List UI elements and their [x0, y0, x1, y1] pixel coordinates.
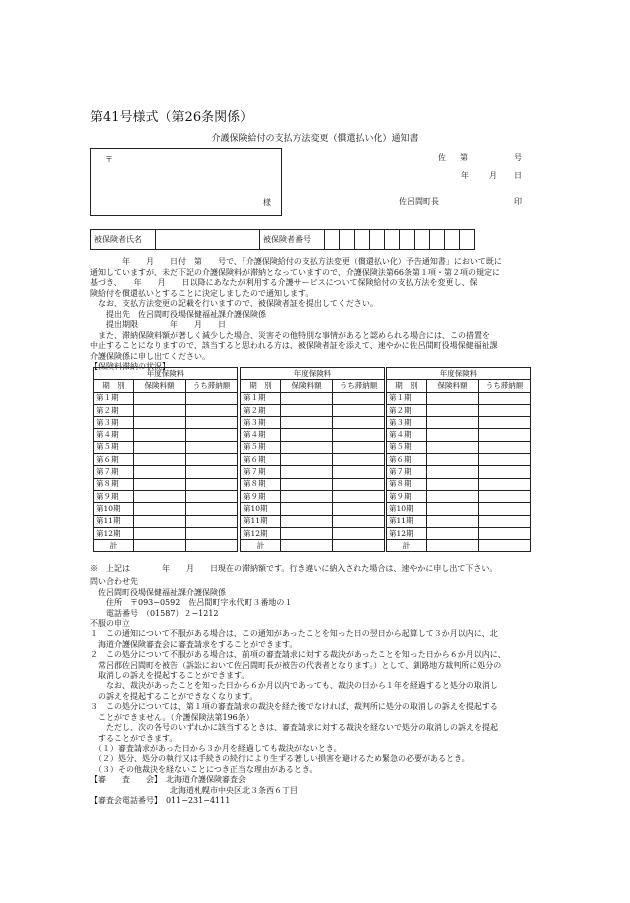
table-row [387, 404, 531, 416]
insured-number-label: 被保険者番号 [260, 230, 325, 250]
body-line: 介護保険係に申し出てください。 [90, 351, 210, 361]
year-header: 年度保険料 [94, 368, 238, 380]
premium-amount [427, 392, 479, 404]
arrears-grid [93, 367, 238, 552]
arrears-amount [479, 490, 531, 502]
insured-number-cell [340, 230, 355, 250]
total-premium [134, 540, 186, 552]
premium-amount [281, 503, 333, 515]
arrears-heading: 【保険料滞納の状況】 [90, 362, 170, 371]
body-line: 基づき、 年 月 日以降にあなたが利用する介護サービスについて保険給付の支払方法を変更し、保 [90, 278, 478, 287]
premium-amount [427, 490, 479, 502]
premium-amount [281, 454, 333, 466]
total-premium [281, 540, 333, 552]
period-label: 第６期 [94, 454, 134, 466]
premium-amount [427, 515, 479, 527]
premium-amount [281, 404, 333, 416]
table-row [241, 441, 385, 453]
footer-line: なお、裁決があったことを知った日から６か月以内であっても、裁決の日から１年を経過すると処分の取消し [90, 681, 498, 691]
doc-month: 月 [489, 171, 497, 180]
footer-line: 海道介護保険審査会に審査請求をすることができます。 [90, 639, 298, 649]
period-label: 第７期 [387, 466, 427, 478]
insured-name-value [156, 230, 260, 250]
col-premium: 保険料額 [134, 380, 186, 392]
total-arrears [333, 540, 385, 552]
footer-line: ※ 上記は 年 月 日現在の滞納額です。行き違いに納入された場合は、速やかに申し出て下さい。 [90, 564, 498, 573]
period-label: 第３期 [387, 417, 427, 429]
arrears-table-1 [93, 367, 238, 552]
insured-number-cell [355, 230, 370, 250]
arrears-amount [479, 441, 531, 453]
table-row [94, 454, 238, 466]
table-row [94, 503, 238, 515]
table-row [387, 527, 531, 539]
period-label: 第７期 [241, 466, 281, 478]
table-row [241, 454, 385, 466]
arrears-amount [479, 404, 531, 416]
premium-amount [134, 527, 186, 539]
period-label: 第５期 [94, 441, 134, 453]
doc-number-mid: 第 [460, 153, 468, 162]
period-label: 第10期 [387, 503, 427, 515]
table-row [241, 527, 385, 539]
premium-amount [134, 417, 186, 429]
premium-amount [134, 404, 186, 416]
premium-amount [281, 417, 333, 429]
period-label: 第９期 [94, 490, 134, 502]
arrears-amount [333, 527, 385, 539]
footer-line: １ この通知について不服がある場合は、この通知があったことを知った日の翌日から起算して３か月以内に、北 [90, 629, 498, 639]
period-label: 第８期 [241, 478, 281, 490]
table-row [241, 392, 385, 404]
footer-line: 住所 〒093−0592 佐呂間町字永代町３番地の１ [90, 598, 293, 608]
period-label: 第９期 [241, 490, 281, 502]
period-label: 第12期 [94, 527, 134, 539]
insured-number-cell [385, 230, 400, 250]
footer-line: 電話番号 （01587）２−1212 [90, 608, 219, 618]
table-row [241, 466, 385, 478]
period-label: 第１期 [241, 392, 281, 404]
col-period: 期 別 [241, 380, 281, 392]
insured-number-cell [430, 230, 445, 250]
footer-line: 取消しの訴えを提起することができます。 [90, 671, 250, 681]
arrears-amount [186, 515, 238, 527]
period-label: 第２期 [94, 404, 134, 416]
table-row [94, 515, 238, 527]
table-row [94, 429, 238, 441]
footer-line: （２）処分、処分の執行又は手続きの続行により生ずる著しい損害を避けるため緊急の必要があるとき。 [90, 754, 470, 764]
premium-amount [134, 503, 186, 515]
body-line: 中止することになりますので、該当すると思われる方は、被保険者証を添えて、速やかに佐呂間町役場保健福祉課 [90, 341, 498, 350]
arrears-amount [479, 503, 531, 515]
arrears-amount [186, 478, 238, 490]
premium-amount [281, 490, 333, 502]
table-row [387, 503, 531, 515]
arrears-amount [186, 503, 238, 515]
period-label: 第４期 [94, 429, 134, 441]
arrears-amount [186, 417, 238, 429]
period-label: 第12期 [241, 527, 281, 539]
insured-number-cell [400, 230, 415, 250]
review-board-phone: 【審査会電話番号】 011−231−4111 [90, 795, 231, 805]
period-label: 第６期 [387, 454, 427, 466]
arrears-amount [186, 466, 238, 478]
arrears-table-2 [240, 367, 385, 552]
footer-line: することができます。 [90, 733, 178, 743]
premium-amount [427, 404, 479, 416]
arrears-amount [479, 527, 531, 539]
arrears-amount [479, 466, 531, 478]
arrears-amount [186, 527, 238, 539]
footer-line: （３）その他裁決を経ないことにつき正当な理由があるとき。 [90, 764, 318, 774]
total-arrears [186, 540, 238, 552]
premium-amount [134, 466, 186, 478]
arrears-amount [186, 392, 238, 404]
total-label: 計 [387, 540, 427, 552]
table-row [94, 478, 238, 490]
premium-amount [134, 441, 186, 453]
arrears-amount [479, 392, 531, 404]
premium-amount [427, 454, 479, 466]
table-row [94, 441, 238, 453]
footer-line: （１）審査請求があった日から３か月を経過しても裁決がないとき。 [90, 743, 342, 753]
table-row [241, 404, 385, 416]
period-label: 第２期 [387, 404, 427, 416]
premium-amount [427, 466, 479, 478]
table-row [387, 441, 531, 453]
arrears-amount [333, 515, 385, 527]
table-row [387, 478, 531, 490]
footer-line: ただし、次の各号のいずれかに該当するときは、審査請求に対する裁決を経ないで処分の取消しの訴えを提起 [90, 723, 498, 733]
table-row [94, 404, 238, 416]
arrears-amount [479, 454, 531, 466]
arrears-amount [186, 441, 238, 453]
premium-amount [281, 441, 333, 453]
arrears-amount [479, 429, 531, 441]
insured-number-cell [460, 230, 475, 250]
period-label: 第10期 [94, 503, 134, 515]
table-row [387, 429, 531, 441]
arrears-amount [333, 417, 385, 429]
period-label: 第８期 [387, 478, 427, 490]
arrears-amount [186, 404, 238, 416]
total-premium [427, 540, 479, 552]
body-line: また、滞納保険料額が著しく減少した場合、災害その他特別な事情があると認められる場合には、この措置を [98, 330, 490, 340]
arrears-amount [479, 515, 531, 527]
premium-amount [281, 478, 333, 490]
body-line: 通知していますが、未だ下記の介護保険料が滞納となっていますので、介護保険法第66条第１項・第２項の規定に [90, 267, 501, 277]
period-label: 第８期 [94, 478, 134, 490]
insured-name-label: 被保険者氏名 [91, 230, 156, 250]
col-premium: 保険料額 [427, 380, 479, 392]
period-label: 第３期 [241, 417, 281, 429]
premium-amount [427, 429, 479, 441]
postal-mark: 〒 [105, 155, 113, 164]
submission-destination: 提出先 佐呂間町役場保健福祉課介護保険係 [106, 309, 266, 319]
arrears-amount [479, 478, 531, 490]
body-line: なお、支払方法変更の記載を行いますので、被保険者証を提出してください。 [98, 299, 378, 308]
address-box [90, 148, 282, 216]
premium-amount [281, 527, 333, 539]
doc-number-suffix: 号 [514, 153, 522, 162]
table-row [241, 503, 385, 515]
table-row [94, 466, 238, 478]
issuer-name: 佐呂間町長 [399, 197, 439, 206]
period-label: 第１期 [94, 392, 134, 404]
col-arrears: うち滞納額 [479, 380, 531, 392]
table-row [387, 515, 531, 527]
period-label: 第７期 [94, 466, 134, 478]
footer-line: の訴えを提起することができなくなります。 [90, 691, 258, 701]
arrears-table-3 [386, 367, 531, 552]
period-label: 第11期 [241, 515, 281, 527]
table-row [241, 429, 385, 441]
form-number: 第41号様式（第26条関係） [90, 110, 254, 125]
arrears-amount [186, 429, 238, 441]
table-row [94, 490, 238, 502]
period-label: 第６期 [241, 454, 281, 466]
review-board-address: 北海道札幌市中央区北３条西６丁目 [90, 785, 298, 795]
period-label: 第11期 [94, 515, 134, 527]
body-line: 年 月 日付 第 号で、「介護保険給付の支払方法変更（償還払い化）予告通知書」において既に [122, 257, 502, 266]
insured-number-cell [370, 230, 385, 250]
table-row [387, 392, 531, 404]
footer-line: ことができません。（介護保険法第196条） [90, 712, 254, 722]
table-row [94, 392, 238, 404]
contact-heading: 問い合わせ先 [90, 577, 138, 587]
total-label: 計 [241, 540, 281, 552]
table-row [387, 454, 531, 466]
table-row [387, 466, 531, 478]
period-label: 第５期 [387, 441, 427, 453]
total-label: 計 [94, 540, 134, 552]
arrears-amount [333, 454, 385, 466]
table-row [241, 478, 385, 490]
year-header: 年度保険料 [241, 368, 385, 380]
appeal-heading: 不服の申立 [90, 619, 130, 629]
arrears-grid [386, 367, 531, 552]
period-label: 第５期 [241, 441, 281, 453]
premium-amount [134, 515, 186, 527]
premium-amount [134, 429, 186, 441]
doc-year: 年 [461, 171, 469, 180]
table-row [94, 417, 238, 429]
body-line: 険給付を償還払いとすることに決定しましたので通知します。 [90, 288, 314, 298]
arrears-grid [240, 367, 385, 552]
premium-amount [134, 478, 186, 490]
period-label: 第１期 [387, 392, 427, 404]
col-premium: 保険料額 [281, 380, 333, 392]
table-row [387, 417, 531, 429]
premium-amount [427, 478, 479, 490]
period-label: 第10期 [241, 503, 281, 515]
premium-amount [281, 392, 333, 404]
year-header: 年度保険料 [387, 368, 531, 380]
premium-amount [427, 503, 479, 515]
premium-amount [134, 392, 186, 404]
footer-line: 佐呂間町役場保健福祉課介護保険係 [90, 587, 226, 597]
review-board: 【審 査 会】 北海道介護保険審査会 [90, 775, 246, 785]
notice-body [90, 257, 540, 373]
arrears-amount [333, 503, 385, 515]
table-row [241, 417, 385, 429]
premium-amount [281, 466, 333, 478]
document-title: 介護保険給付の支払方法変更（償還払い化）通知書 [211, 134, 419, 144]
footer-line: ２ この処分について不服がある場合は、前項の審査請求に対する裁決があったことを知った日から６か月以内に、 [90, 650, 506, 660]
insured-number-cell [415, 230, 430, 250]
premium-amount [427, 417, 479, 429]
arrears-amount [333, 466, 385, 478]
table-row [94, 527, 238, 539]
table-row [387, 490, 531, 502]
arrears-amount [333, 441, 385, 453]
table-row [241, 490, 385, 502]
insured-number-cell [325, 230, 340, 250]
honorific: 様 [263, 198, 271, 207]
footer-line: 常呂郡佐呂間町を被告（訴訟において佐呂間町長が被告の代表者となります。）として、釧路地方裁判所に処分の [90, 660, 502, 670]
premium-amount [134, 454, 186, 466]
period-label: 第４期 [387, 429, 427, 441]
premium-amount [427, 527, 479, 539]
arrears-amount [333, 429, 385, 441]
arrears-amount [333, 490, 385, 502]
col-period: 期 別 [387, 380, 427, 392]
period-label: 第11期 [387, 515, 427, 527]
col-arrears: うち滞納額 [333, 380, 385, 392]
premium-amount [134, 490, 186, 502]
submission-deadline: 提出期限 年 月 日 [106, 320, 226, 329]
total-arrears [479, 540, 531, 552]
arrears-amount [186, 454, 238, 466]
col-period: 期 別 [94, 380, 134, 392]
period-label: 第３期 [94, 417, 134, 429]
period-label: 第12期 [387, 527, 427, 539]
arrears-amount [333, 404, 385, 416]
premium-amount [281, 515, 333, 527]
premium-amount [427, 441, 479, 453]
period-label: 第９期 [387, 490, 427, 502]
doc-number-prefix: 佐 [438, 153, 446, 162]
arrears-amount [186, 490, 238, 502]
period-label: 第２期 [241, 404, 281, 416]
premium-amount [281, 429, 333, 441]
arrears-amount [333, 478, 385, 490]
arrears-amount [333, 392, 385, 404]
footer-line: ３ この処分については、第１項の審査請求の裁決を経た後でなければ、裁判所に処分の取消しの訴えを提起する [90, 702, 498, 712]
period-label: 第４期 [241, 429, 281, 441]
insured-number-cell [445, 230, 460, 250]
seal-mark: 印 [514, 197, 522, 206]
footer-notes [90, 564, 540, 806]
arrears-amount [479, 417, 531, 429]
doc-day: 日 [514, 171, 522, 180]
insured-info-table [90, 229, 475, 250]
col-arrears: うち滞納額 [186, 380, 238, 392]
table-row [241, 515, 385, 527]
